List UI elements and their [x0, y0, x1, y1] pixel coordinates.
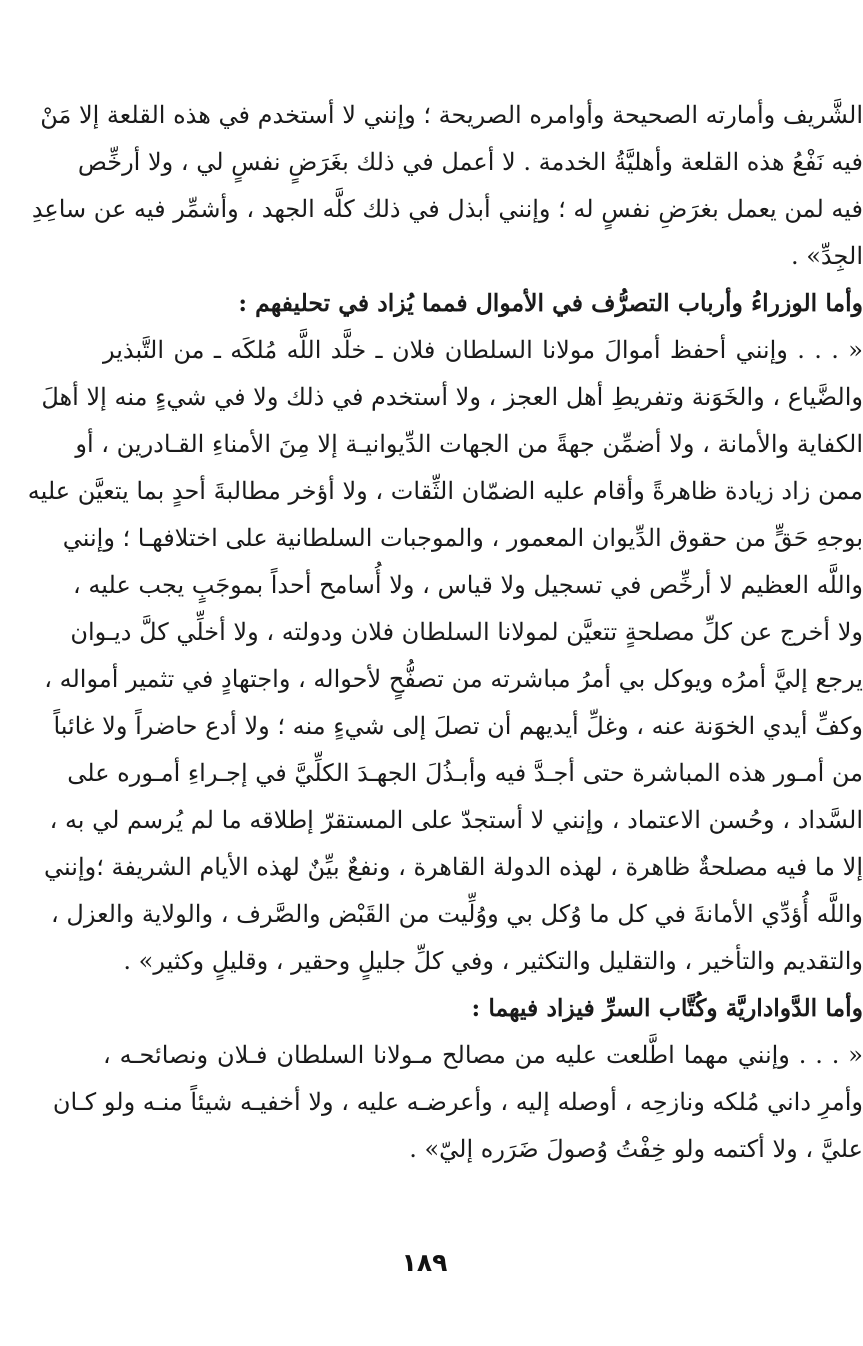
- text-line: من أمـور هذه المباشرة حتى أجـدَّ فيه وأبـذُلَ الجهـدَ الكلِّيَّ في إجـراءِ أمـوره على: [67, 759, 863, 787]
- text-line: واللَّه العظيم لا أرخِّص في تسجيل ولا قياس ، ولا أُسامح أحداً بموجَبٍ يجب عليه ،: [73, 571, 863, 599]
- text-line: « . . . وإنني مهما اطَّلعت عليه من مصالح مـولانا السلطان فـلان ونصائحـه ،: [103, 1041, 863, 1069]
- section-heading: [103, 985, 863, 1032]
- heading-line: وأما الدَّواداريَّة وكُتَّاب السرِّ فيزاد فيهما :: [471, 994, 863, 1022]
- text-line: الشَّريف وأمارته الصحيحة وأوامره الصريحة ؛ وإنني لا أستخدم في هذه القلعة إلا مَنْ: [40, 101, 863, 129]
- text-line: بوجهِ حَقٍّ من حقوق الدِّيوان المعمور ، والموجبات السلطانية على اختلافهـا ؛ وإنني: [62, 524, 863, 552]
- text-line: إلا ما فيه مصلحةٌ ظاهرة ، لهذه الدولة القاهرة ، ونفعٌ بيِّنٌ لهذه الأيام الشريفة ؛وإنني: [44, 853, 863, 881]
- page-number: ١٨٩: [401, 1248, 448, 1277]
- text-line: فيه نَفْعُ هذه القلعة وأهليَّةُ الخدمة . لا أعمل في ذلك بغَرَضٍ نفسٍ لي ، ولا أرخِّص: [77, 148, 863, 176]
- text-line: الجِدِّ» .: [790, 242, 863, 270]
- text-line: « . . . وإنني أحفظ أموالَ مولانا السلطان فلان ـ خلَّد اللَّه مُلكَه ـ من التَّبذير: [103, 336, 863, 364]
- text-line: فيه لمن يعمل بغرَضِ نفسٍ له ؛ وإنني أبذل في ذلك كلَّه الجهد ، وأشمِّر فيه عن ساعِدِ: [31, 195, 863, 223]
- heading-line: وأما الوزراءُ وأرباب التصرُّف في الأموال فمما يُزاد في تحليفهم :: [238, 289, 863, 317]
- text-line: الكفاية والأمانة ، ولا أضمِّن جهةً من الجهات الدِّيوانيـة إلا مِنَ الأمناءِ القـادرين ، أو: [75, 430, 863, 458]
- text-line: ممن زاد زيادة ظاهرةً وأقام عليه الضمّان الثِّقات ، ولا أؤخر مطالبةَ أحدٍ بما يتعيَّن عليه: [27, 477, 863, 505]
- text-line: وأمرِ داني مُلكه ونازحِه ، أوصله إليه ، وأعرضـه عليه ، ولا أخفيـه شيئاً منـه ولو كـان: [52, 1088, 863, 1116]
- paragraph: [27, 327, 863, 985]
- paragraph: [52, 1032, 863, 1173]
- text-line: يرجع إليَّ أمرُه ويوكل بي أمرُ مباشرته من تصفُّحٍ لأحواله ، واجتهادٍ في تثمير أمواله ،: [44, 665, 863, 693]
- paragraph: [31, 92, 863, 280]
- section-heading: [103, 280, 863, 327]
- text-line: عليَّ ، ولا أكتمه ولو خِفْتُ وُصولَ ضَرَره إليّ» .: [409, 1135, 863, 1163]
- text-line: والضَّياع ، والخَوَنة وتفريطِ أهل العجز ، ولا أستخدم في ذلك ولا في شيءٍ منه إلا أهلَ: [41, 383, 863, 411]
- text-line: وكفِّ أيدي الخوَنة عنه ، وغلِّ أيديهم أن تصلَ إلى شيءٍ منه ؛ ولا أدع حاضراً ولا غائباً: [53, 712, 863, 740]
- text-line: السَّداد ، وحُسن الاعتماد ، وإنني لا أستجدّ على المستقرّ إطلاقه ما لم يُرسم لي به ،: [49, 806, 863, 834]
- page-text: [27, 92, 863, 1173]
- text-line: والتقديم والتأخير ، والتقليل والتكثير ، وفي كلِّ جليلٍ وحقير ، وقليلٍ وكثير» .: [123, 947, 863, 975]
- text-line: واللَّه أُؤدِّي الأمانةَ في كل ما وُكل بي ووُلِّيت من القَبْض والصَّرف ، والولاية والعزل ،: [51, 900, 863, 928]
- text-line: ولا أخرج عن كلِّ مصلحةٍ تتعيَّن لمولانا السلطان فلان ودولته ، ولا أخلِّي كلَّ ديـوان: [70, 618, 863, 646]
